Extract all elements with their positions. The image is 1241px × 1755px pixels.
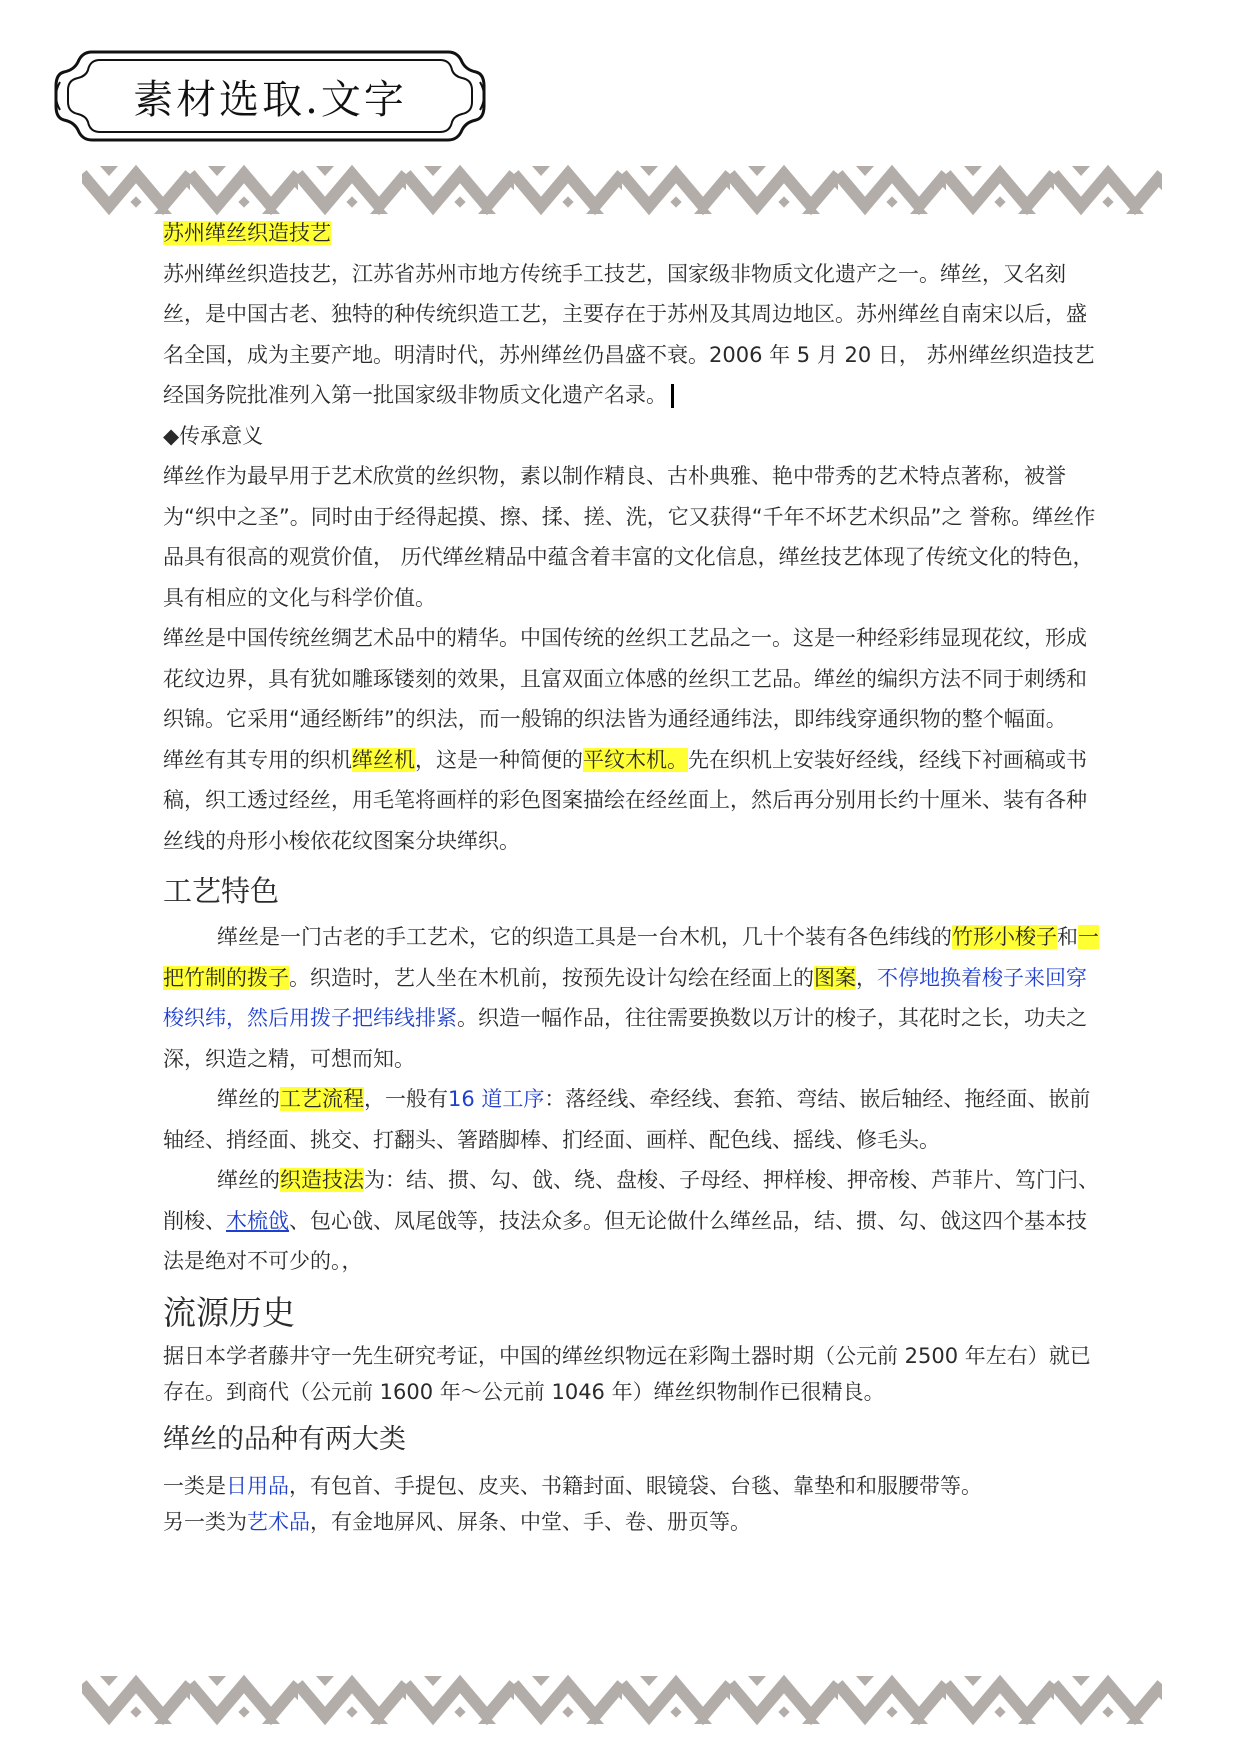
craft-heading: 工艺特色 — [163, 874, 280, 908]
intro-paragraph-2: 缂丝作为最早用于艺术欣赏的丝织物，素以制作精良、古朴典雅、艳中带秀的艺术特点著称，被誉为“织中之圣”。同时由于经得起摸、擦、揉、搓、洗，它又获得“千年不坏艺术织品”之 誉称。缂丝作品具有很高的观赏价值， 历代缂丝精品中蕴含着丰富的文化信息，缂丝技艺体现了传统文化的特色，具有相应的文化与科学价值。 — [163, 464, 1096, 610]
intro-section — [163, 213, 1103, 861]
types-line-daily: 一类是日用品，有包首、手提包、皮夹、书籍封面、眼镜袋、台毯、靠垫和和服腰带等。 — [163, 1473, 982, 1498]
types-section — [163, 1420, 1103, 1540]
blue-text-weaving: 不停地换着梭子来回穿梭织纬，然后用拨子把纬线排紧 — [163, 965, 1087, 1030]
blue-text-art-goods: 艺术品 — [247, 1509, 310, 1534]
blue-text-procedures: 16 道工序 — [448, 1087, 545, 1111]
link-mushuqiang[interactable]: 木梳戗 — [226, 1208, 289, 1233]
history-heading: 流源历史 — [163, 1292, 295, 1332]
highlight-pick: 一把竹制的拨子 — [163, 925, 1099, 990]
intro-paragraph-1: 苏州缂丝织造技艺，江苏省苏州市地方传统手工技艺，国家级非物质文化遗产之一。缂丝，又名刻丝，是中国古老、独特的种传统织造工艺，主要存在于苏州及其周边地区。苏州缂丝自南宋以后，盛名全国，成为主要产地。明清时代，苏州缂丝仍昌盛不衰。2006 年 5 月 20 日， 苏州缂丝织造技艺经国务院批准列入第一批国家级非物质文化遗产名录。 — [163, 261, 1095, 407]
text-cursor — [671, 384, 674, 408]
blue-text-daily-goods: 日用品 — [226, 1473, 289, 1498]
highlight-pattern: 图案 — [814, 965, 856, 990]
inheritance-subheading: ◆传承意义 — [163, 423, 264, 448]
highlight-technique: 织造技法 — [280, 1168, 364, 1192]
history-paragraph: 据日本学者藤井守一先生研究考证，中国的缂丝织物远在彩陶土器时期（公元前 2500 年左右）就已存在。到商代（公元前 1600 年～公元前 1046 年）缂丝织物制作已很精良。 — [163, 1343, 1091, 1404]
craft-paragraph-2: 缂丝的工艺流程，一般有16 道工序：落经线、牵经线、套筘、弯结、嵌后轴经、拖经面、嵌前轴经、捎经面、挑交、打翻头、箸踏脚棒、扪经面、画样、配色线、摇线、修毛头。 — [163, 1087, 1091, 1152]
document-body — [163, 213, 1103, 1540]
highlight-plain-loom: 平纹木机。 — [583, 747, 688, 772]
craft-section — [163, 871, 1103, 1282]
highlight-process: 工艺流程 — [280, 1087, 364, 1111]
types-heading: 缂丝的品种有两大类 — [163, 1423, 406, 1455]
title-banner — [52, 46, 488, 146]
craft-paragraph-1: 缂丝是一门古老的手工艺术，它的织造工具是一台木机，几十个装有各色纬线的竹形小梭子和一把竹制的拨子。织造时，艺人坐在木机前，按预先设计勾绘在经面上的图案，不停地换着梭子来回穿梭织纬，然后用拨子把纬线排紧。织造一幅作品，往往需要换数以万计的梭子，其花时之长，功夫之深，织造之精，可想而知。 — [163, 925, 1099, 1071]
craft-paragraph-3: 缂丝的织造技法为：结、掼、勾、戗、绕、盘梭、子母经、押样梭、押帝梭、芦菲片、笃门闩、削梭、木梳戗、包心戗、凤尾戗等，技法众多。但无论做什么缂丝品，结、掼、勾、戗这四个基本技法是绝对不可少的。， — [163, 1168, 1099, 1273]
intro-heading: 苏州缂丝织造技艺 — [163, 221, 331, 245]
highlight-shuttle: 竹形小梭子 — [952, 925, 1057, 949]
history-section — [163, 1292, 1103, 1410]
banner-title: 素材选取.文字 — [133, 76, 407, 123]
decorative-border-bottom — [82, 1672, 1162, 1728]
decorative-border-top — [82, 162, 1162, 218]
types-line-art: 另一类为艺术品，有金地屏风、屏条、中堂、手、卷、册页等。 — [163, 1509, 751, 1534]
intro-paragraph-4: 缂丝有其专用的织机缂丝机，这是一种简便的平纹木机。先在织机上安装好经线，经线下衬画稿或书稿，织工透过经丝，用毛笔将画样的彩色图案描绘在经丝面上，然后再分别用长约十厘米、装有各种丝线的舟形小梭依花纹图案分块缂织。 — [163, 747, 1087, 853]
highlight-kesi-loom: 缂丝机 — [352, 747, 415, 772]
intro-paragraph-3: 缂丝是中国传统丝绸艺术品中的精华。中国传统的丝织工艺品之一。这是一种经彩纬显现花纹，形成花纹边界，具有犹如雕琢镂刻的效果，且富双面立体感的丝织工艺品。缂丝的编织方法不同于刺绣和织锦。它采用“通经断纬”的织法，而一般锦的织法皆为通经通纬法，即纬线穿通织物的整个幅面。 — [163, 626, 1087, 731]
